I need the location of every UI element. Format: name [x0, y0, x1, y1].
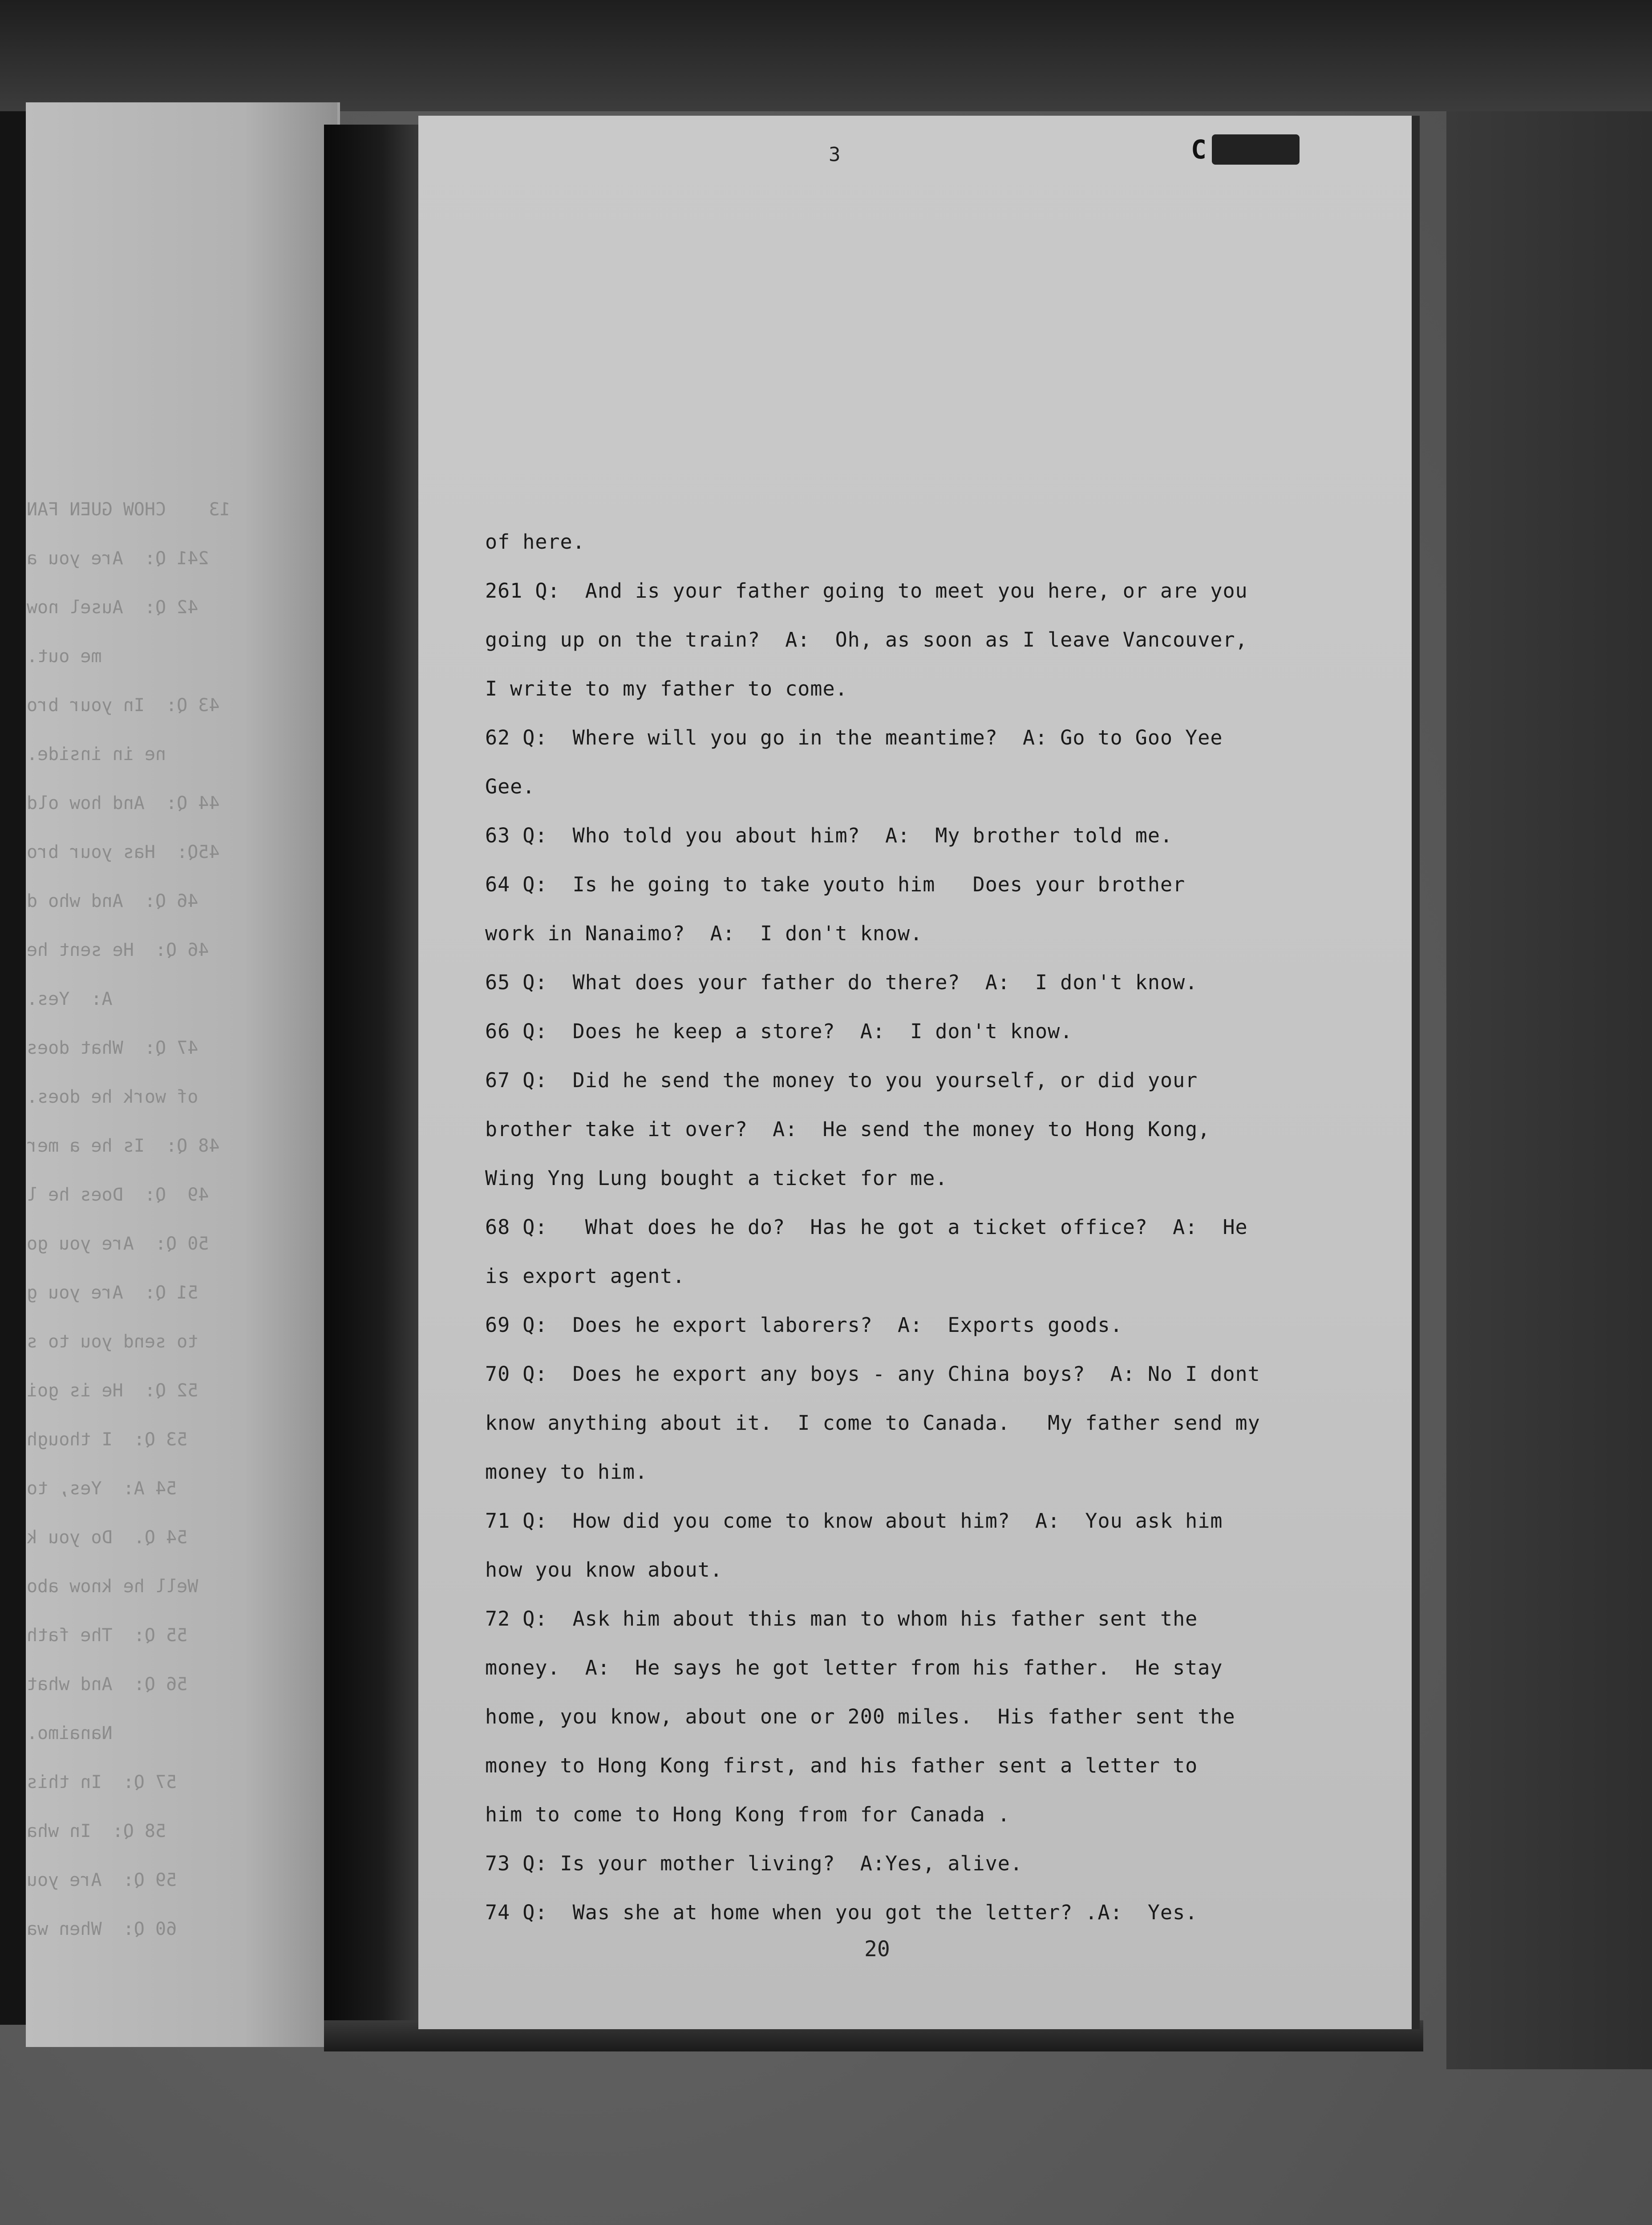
- transcript-line: 70 Q: Does he export any boys - any China boys? A: No I dont: [485, 1362, 1260, 1386]
- bleed-line: Nanaimo.: [27, 1723, 113, 1744]
- bleed-line: 56 Q: And what: [27, 1674, 188, 1695]
- background-right: [1446, 111, 1652, 2069]
- transcript-line: going up on the train? A: Oh, as soon as I leave Vancouver,: [485, 628, 1248, 651]
- transcript-line: 67 Q: Did he send the money to you yourself, or did your: [485, 1068, 1198, 1092]
- transcript-line: 71 Q: How did you come to know about him? A: You ask him: [485, 1509, 1223, 1533]
- bleed-line: 59 Q: Are you: [27, 1870, 177, 1890]
- page-number: 20: [864, 1937, 890, 1962]
- bleed-line: 48 Q: Is he a mer: [27, 1136, 220, 1156]
- transcript-line: 261 Q: And is your father going to meet you here, or are you: [485, 579, 1248, 603]
- bleed-line: 58 Q: In wha: [27, 1821, 166, 1841]
- transcript-line: work in Nanaimo? A: I don't know.: [485, 922, 923, 945]
- reference-stamp: [1191, 134, 1300, 165]
- bleed-line: 241 Q: Are you a: [27, 548, 209, 569]
- left-edge: [0, 111, 26, 2025]
- bleed-line: of work he does.: [27, 1087, 198, 1107]
- transcript-line: 62 Q: Where will you go in the meantime? A: Go to Goo Yee: [485, 726, 1223, 749]
- transcript-line: 74 Q: Was she at home when you got the letter? .A: Yes.: [485, 1901, 1198, 1924]
- transcript-line: money. A: He says he got letter from his father. He stay: [485, 1656, 1223, 1679]
- bleed-line: 43 Q: In your bro: [27, 695, 220, 716]
- transcript-line: him to come to Hong Kong from for Canada .: [485, 1803, 1010, 1826]
- bleed-line: 42 Q: Ausel now: [27, 597, 198, 618]
- bleed-line: 60 Q: When wa: [27, 1919, 177, 1939]
- bleed-line: 53 Q: I though: [27, 1429, 188, 1450]
- transcript-line: Wing Yng Lung bought a ticket for me.: [485, 1166, 948, 1190]
- transcript-line: 72 Q: Ask him about this man to whom his father sent the: [485, 1607, 1198, 1630]
- transcript-line: 65 Q: What does your father do there? A: I don't know.: [485, 971, 1198, 994]
- transcript-line: I write to my father to come.: [485, 677, 848, 700]
- bleed-line: 45Q: Has your bro: [27, 842, 220, 862]
- background-top: [0, 0, 1652, 111]
- bleed-line: 46 Q: He sent he: [27, 940, 209, 960]
- bleed-line: 47 Q: What does: [27, 1038, 198, 1058]
- reference-number: 25300: [1212, 134, 1300, 165]
- bleed-line: 13 CHOW GUEN FAN: [27, 499, 231, 520]
- bleed-line: 52 Q: He is goi: [27, 1380, 198, 1401]
- left-page-bleed-through-text: [27, 485, 258, 1939]
- bleed-line: 54 A: Yes, to: [27, 1478, 177, 1499]
- transcript-line: brother take it over? A: He send the money to Hong Kong,: [485, 1117, 1211, 1141]
- transcript-text: [485, 518, 1353, 1937]
- bleed-line: 57 Q: In this: [27, 1772, 177, 1792]
- bleed-line: 50 Q: Are you go: [27, 1234, 209, 1254]
- transcript-line: money to him.: [485, 1460, 648, 1484]
- bleed-line: 46 Q: And who d: [27, 891, 198, 911]
- transcript-line: 66 Q: Does he keep a store? A: I don't know.: [485, 1019, 1073, 1043]
- bleed-line: A: Yes.: [27, 989, 113, 1009]
- transcript-line: money to Hong Kong first, and his father sent a letter to: [485, 1754, 1198, 1777]
- transcript-line: 68 Q: What does he do? Has he got a ticket office? A: He: [485, 1215, 1248, 1239]
- bleed-line: me out.: [27, 646, 102, 667]
- bleed-line: Well he know abo: [27, 1576, 198, 1597]
- reference-prefix: C: [1191, 134, 1207, 165]
- bleed-line: to send you to s: [27, 1331, 198, 1352]
- bleed-line: ne in inside.: [27, 744, 166, 765]
- transcript-line: 63 Q: Who told you about him? A: My brother told me.: [485, 824, 1173, 847]
- bleed-line: 55 Q: The fath: [27, 1625, 188, 1646]
- transcript-line: is export agent.: [485, 1264, 685, 1288]
- transcript-line: 73 Q: Is your mother living? A:Yes, alive.: [485, 1852, 1023, 1875]
- bleed-line: 54 Q. Do you k: [27, 1527, 188, 1548]
- transcript-line: Gee.: [485, 775, 535, 798]
- transcript-line: home, you know, about one or 200 miles. His father sent the: [485, 1705, 1235, 1728]
- transcript-line: of here.: [485, 530, 585, 554]
- transcript-line: 64 Q: Is he going to take youto him Does your brother: [485, 873, 1186, 896]
- transcript-line: 69 Q: Does he export laborers? A: Exports goods.: [485, 1313, 1123, 1337]
- transcript-line: how you know about.: [485, 1558, 723, 1582]
- bleed-line: 51 Q: Are you g: [27, 1282, 198, 1303]
- transcript-line: know anything about it. I come to Canada. My father send my: [485, 1411, 1260, 1435]
- bleed-line: 44 Q: And how old: [27, 793, 220, 813]
- page-corner-mark: 3: [829, 143, 841, 166]
- bleed-line: 49 Q: Does he l: [27, 1185, 209, 1205]
